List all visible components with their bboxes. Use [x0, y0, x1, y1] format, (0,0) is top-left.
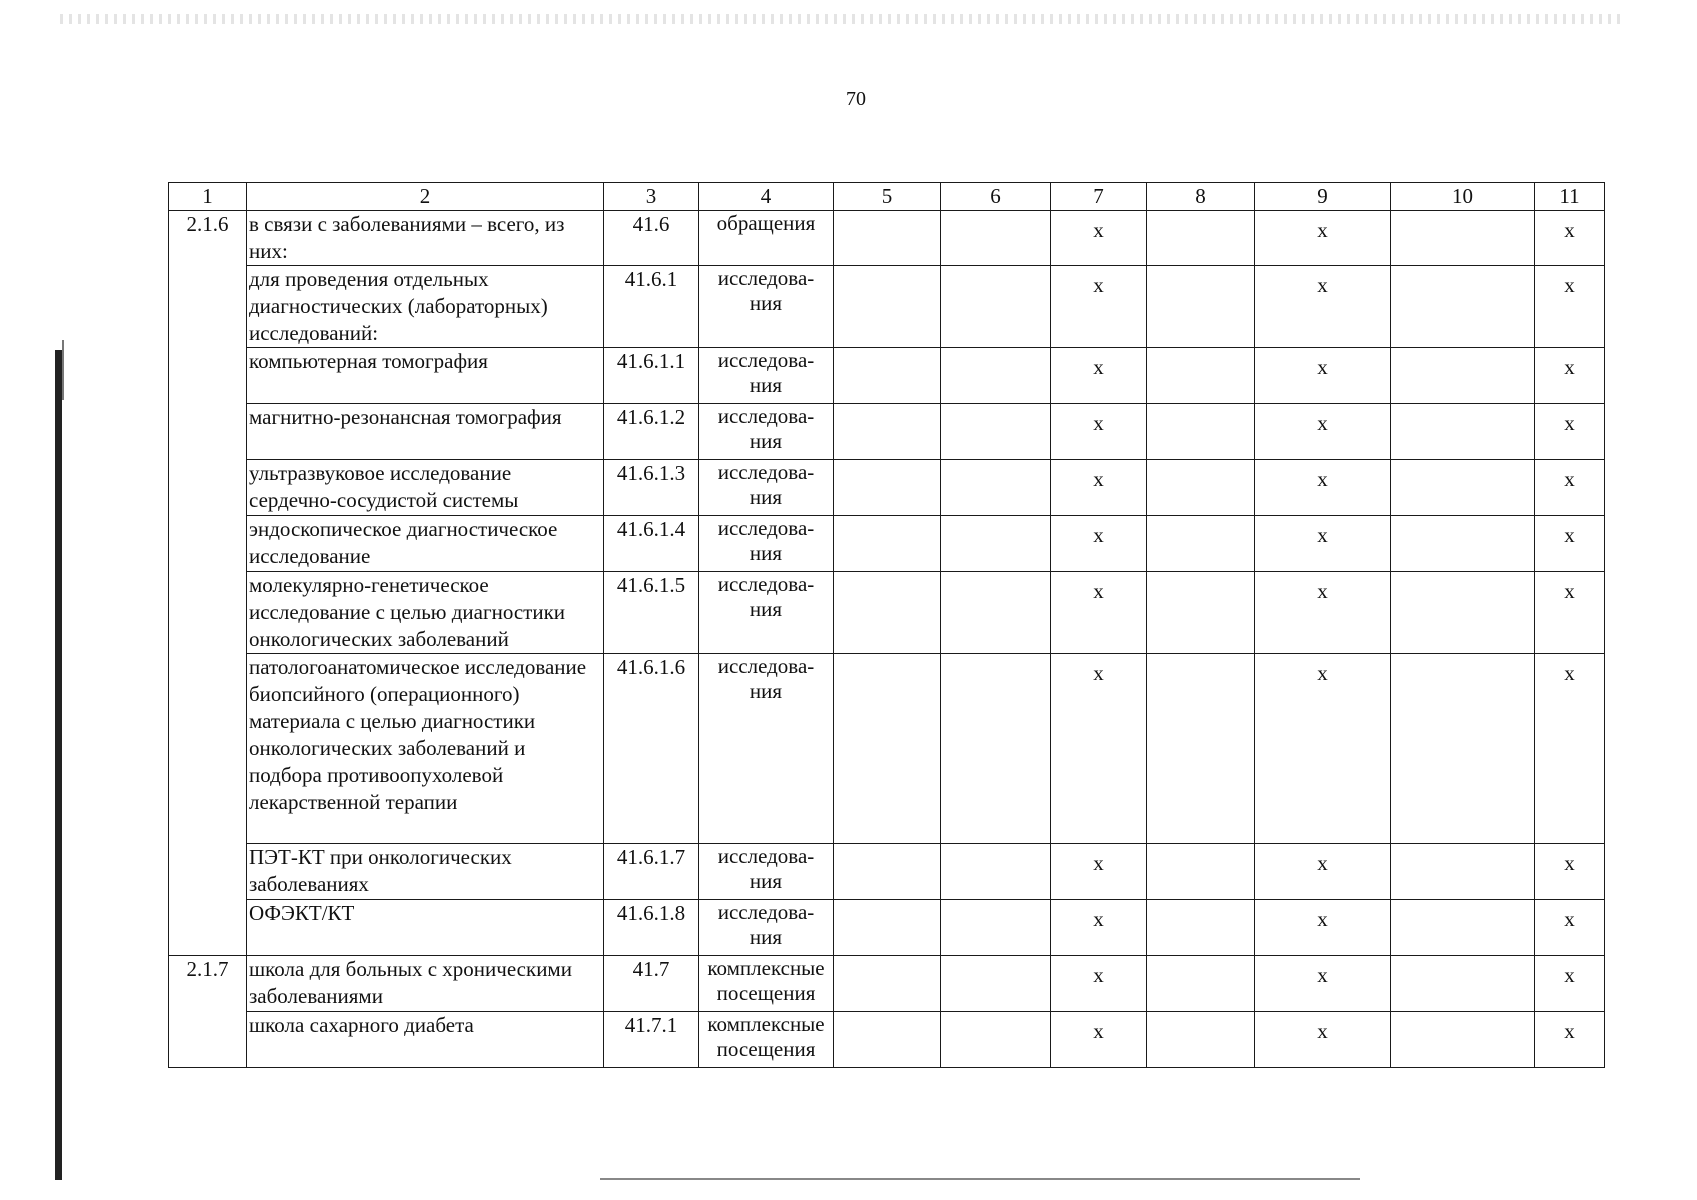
col-10-cell [1391, 654, 1535, 844]
col-5-cell [834, 404, 941, 460]
col-9-mark: х [1255, 844, 1391, 900]
scan-artifact-bottom [600, 1178, 1360, 1180]
line-code: 41.6.1.4 [604, 516, 699, 572]
indicator-name: ОФЭКТ/КТ [247, 900, 604, 956]
column-header: 1 [169, 183, 247, 211]
col-5-cell [834, 516, 941, 572]
col-5-cell [834, 266, 941, 348]
col-6-cell [941, 844, 1051, 900]
col-5-cell [834, 654, 941, 844]
line-code: 41.7 [604, 956, 699, 1012]
unit-of-measure: исследова-ния [699, 572, 834, 654]
indicator-name: магнитно-резонансная томография [247, 404, 604, 460]
column-header: 8 [1147, 183, 1255, 211]
col-5-cell [834, 348, 941, 404]
page-number: 70 [846, 88, 866, 110]
unit-of-measure: исследова-ния [699, 460, 834, 516]
unit-of-measure: исследова-ния [699, 654, 834, 844]
col-8-cell [1147, 900, 1255, 956]
indicator-name: ультразвуковое исследование сердечно-сосудистой системы [247, 460, 604, 516]
section-number: 2.1.6 [169, 211, 247, 956]
col-7-mark: х [1051, 266, 1147, 348]
col-10-cell [1391, 1012, 1535, 1068]
table-row [169, 572, 1605, 654]
col-11-mark: х [1535, 654, 1605, 844]
col-11-mark: х [1535, 844, 1605, 900]
col-5-cell [834, 1012, 941, 1068]
col-7-mark: х [1051, 572, 1147, 654]
col-8-cell [1147, 844, 1255, 900]
line-code: 41.6.1 [604, 266, 699, 348]
col-8-cell [1147, 956, 1255, 1012]
col-5-cell [834, 460, 941, 516]
col-10-cell [1391, 572, 1535, 654]
table-row [169, 460, 1605, 516]
column-header: 10 [1391, 183, 1535, 211]
line-code: 41.6.1.2 [604, 404, 699, 460]
col-9-mark: х [1255, 266, 1391, 348]
col-10-cell [1391, 956, 1535, 1012]
col-11-mark: х [1535, 572, 1605, 654]
col-9-mark: х [1255, 460, 1391, 516]
col-11-mark: х [1535, 348, 1605, 404]
col-7-mark: х [1051, 844, 1147, 900]
col-7-mark: х [1051, 348, 1147, 404]
col-8-cell [1147, 404, 1255, 460]
col-11-mark: х [1535, 460, 1605, 516]
col-11-mark: х [1535, 404, 1605, 460]
column-header: 3 [604, 183, 699, 211]
unit-of-measure: исследова-ния [699, 516, 834, 572]
col-9-mark: х [1255, 211, 1391, 266]
col-11-mark: х [1535, 211, 1605, 266]
indicator-name: школа для больных с хроническими заболеваниями [247, 956, 604, 1012]
line-code: 41.6.1.6 [604, 654, 699, 844]
table-row [169, 844, 1605, 900]
unit-of-measure: исследова-ния [699, 348, 834, 404]
column-header: 7 [1051, 183, 1147, 211]
unit-of-measure: исследова-ния [699, 404, 834, 460]
col-9-mark: х [1255, 348, 1391, 404]
line-code: 41.6.1.8 [604, 900, 699, 956]
col-10-cell [1391, 460, 1535, 516]
col-6-cell [941, 348, 1051, 404]
indicator-name: в связи с заболеваниями – всего, из них: [247, 211, 604, 266]
col-5-cell [834, 956, 941, 1012]
col-7-mark: х [1051, 516, 1147, 572]
line-code: 41.6.1.5 [604, 572, 699, 654]
column-header: 5 [834, 183, 941, 211]
scan-artifact-left-mark [62, 340, 64, 400]
column-header: 9 [1255, 183, 1391, 211]
col-10-cell [1391, 266, 1535, 348]
col-6-cell [941, 460, 1051, 516]
column-header: 6 [941, 183, 1051, 211]
unit-of-measure: исследова-ния [699, 844, 834, 900]
line-code: 41.6.1.3 [604, 460, 699, 516]
table-row [169, 900, 1605, 956]
col-6-cell [941, 572, 1051, 654]
col-8-cell [1147, 348, 1255, 404]
col-10-cell [1391, 211, 1535, 266]
col-11-mark: х [1535, 900, 1605, 956]
col-5-cell [834, 900, 941, 956]
unit-of-measure: исследова-ния [699, 900, 834, 956]
table-row [169, 404, 1605, 460]
col-6-cell [941, 266, 1051, 348]
col-5-cell [834, 211, 941, 266]
col-9-mark: х [1255, 654, 1391, 844]
col-8-cell [1147, 516, 1255, 572]
col-6-cell [941, 900, 1051, 956]
col-11-mark: х [1535, 1012, 1605, 1068]
scan-artifact-top [60, 14, 1620, 24]
col-8-cell [1147, 211, 1255, 266]
column-header: 2 [247, 183, 604, 211]
col-8-cell [1147, 266, 1255, 348]
indicator-name: молекулярно-генетическое исследование с целью диагностики онкологических заболеваний [247, 572, 604, 654]
col-8-cell [1147, 1012, 1255, 1068]
unit-of-measure: комплексные посещения [699, 1012, 834, 1068]
unit-of-measure: комплексные посещения [699, 956, 834, 1012]
unit-of-measure: исследова-ния [699, 266, 834, 348]
unit-of-measure: обращения [699, 211, 834, 266]
col-6-cell [941, 956, 1051, 1012]
col-10-cell [1391, 844, 1535, 900]
table-row [169, 348, 1605, 404]
table-row [169, 516, 1605, 572]
column-header: 11 [1535, 183, 1605, 211]
indicator-name: школа сахарного диабета [247, 1012, 604, 1068]
line-code: 41.6.1.7 [604, 844, 699, 900]
col-10-cell [1391, 516, 1535, 572]
col-7-mark: х [1051, 404, 1147, 460]
col-6-cell [941, 654, 1051, 844]
col-5-cell [834, 844, 941, 900]
col-8-cell [1147, 654, 1255, 844]
indicator-name: ПЭТ-КТ при онкологических заболеваниях [247, 844, 604, 900]
col-9-mark: х [1255, 900, 1391, 956]
col-7-mark: х [1051, 654, 1147, 844]
indicator-name: компьютерная томография [247, 348, 604, 404]
col-9-mark: х [1255, 404, 1391, 460]
line-code: 41.6 [604, 211, 699, 266]
col-6-cell [941, 404, 1051, 460]
data-table [168, 182, 1605, 1068]
col-8-cell [1147, 460, 1255, 516]
indicator-name: патологоанатомическое исследование биопсийного (операционного) материала с целью диагностики онкологических заболеваний и подбора противоопухолевой лекарственной терапии [247, 654, 604, 844]
col-7-mark: х [1051, 1012, 1147, 1068]
col-11-mark: х [1535, 516, 1605, 572]
col-11-mark: х [1535, 266, 1605, 348]
col-7-mark: х [1051, 460, 1147, 516]
header-row [169, 183, 1605, 211]
col-8-cell [1147, 572, 1255, 654]
col-10-cell [1391, 900, 1535, 956]
col-6-cell [941, 516, 1051, 572]
col-5-cell [834, 572, 941, 654]
table-row [169, 956, 1605, 1012]
line-code: 41.7.1 [604, 1012, 699, 1068]
col-10-cell [1391, 404, 1535, 460]
col-7-mark: х [1051, 956, 1147, 1012]
col-10-cell [1391, 348, 1535, 404]
table-row [169, 1012, 1605, 1068]
col-9-mark: х [1255, 1012, 1391, 1068]
col-6-cell [941, 1012, 1051, 1068]
table-row [169, 211, 1605, 266]
indicator-name: для проведения отдельных диагностических (лабораторных) исследований: [247, 266, 604, 348]
col-9-mark: х [1255, 956, 1391, 1012]
col-6-cell [941, 211, 1051, 266]
scan-artifact-left-edge [55, 350, 62, 1180]
col-11-mark: х [1535, 956, 1605, 1012]
line-code: 41.6.1.1 [604, 348, 699, 404]
col-7-mark: х [1051, 900, 1147, 956]
table-row [169, 266, 1605, 348]
section-number: 2.1.7 [169, 956, 247, 1068]
table-row [169, 654, 1605, 844]
indicator-name: эндоскопическое диагностическое исследование [247, 516, 604, 572]
col-9-mark: х [1255, 516, 1391, 572]
column-header: 4 [699, 183, 834, 211]
col-9-mark: х [1255, 572, 1391, 654]
col-7-mark: х [1051, 211, 1147, 266]
